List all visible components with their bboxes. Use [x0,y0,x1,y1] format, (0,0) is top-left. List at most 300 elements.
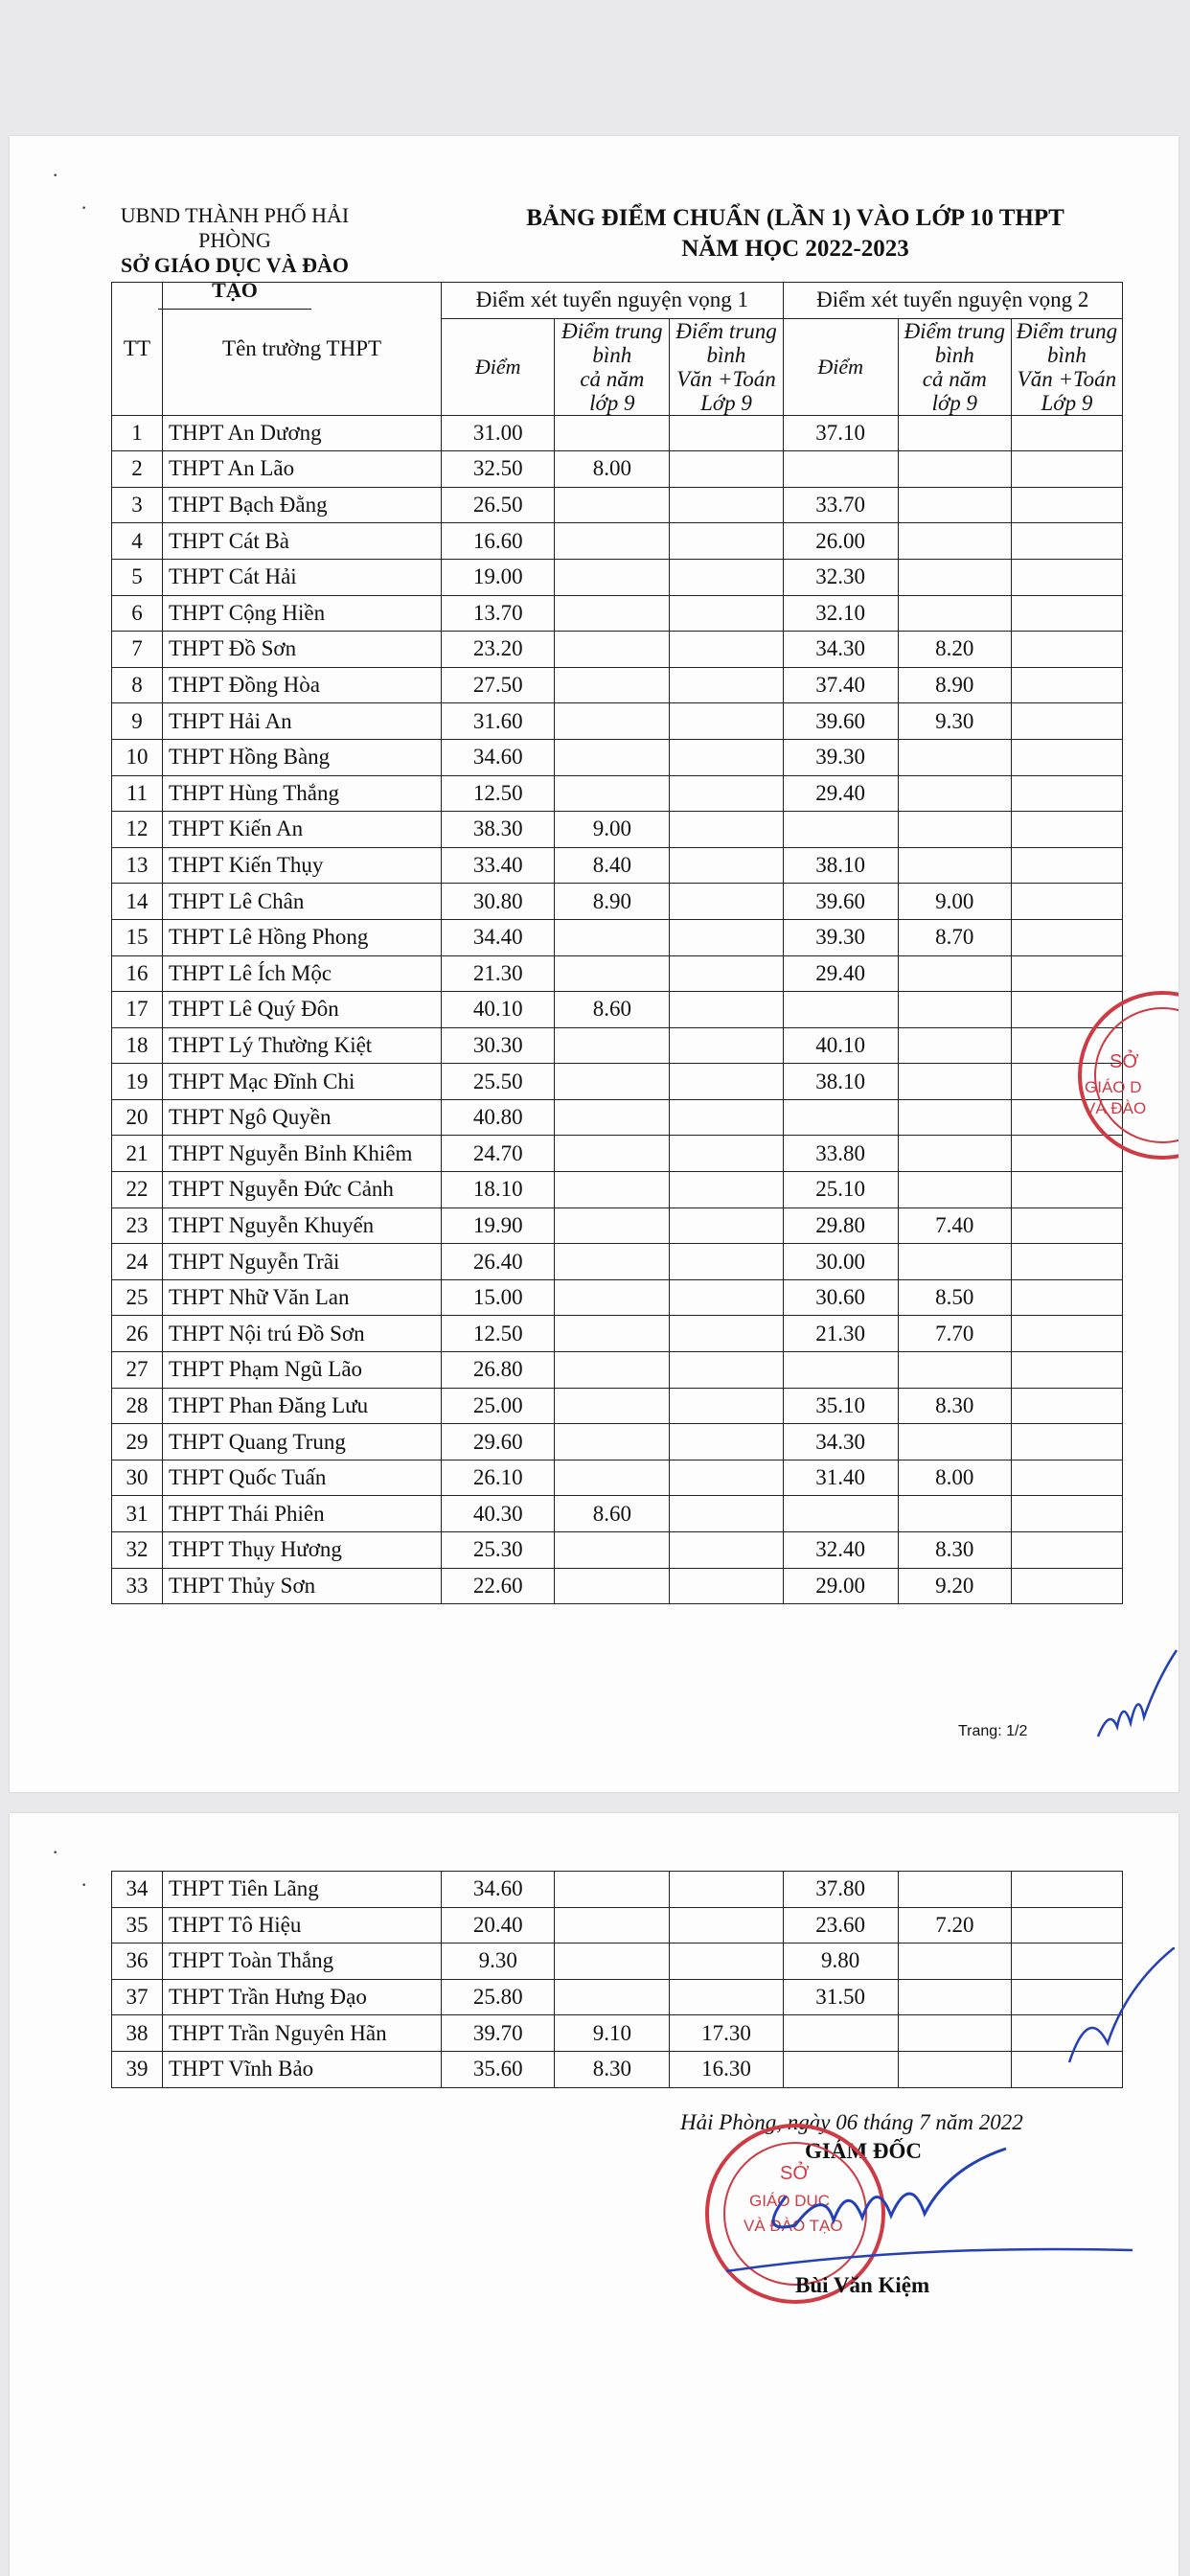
cell-tt: 6 [112,595,163,632]
cell-vt-nv2 [1011,1568,1122,1604]
cell-avg-nv1 [555,559,670,595]
cell-score-nv2: 30.00 [783,1244,898,1280]
cell-avg-nv1 [555,1388,670,1424]
cell-school: THPT Nguyễn Đức Cảnh [162,1172,441,1208]
cell-tt: 3 [112,487,163,523]
cell-avg-nv1 [555,919,670,955]
cell-avg-nv2: 8.20 [898,632,1011,668]
cell-vt-nv2 [1011,667,1122,703]
col-header-score-nv2: Điểm [783,318,898,415]
cell-avg-nv1 [555,1532,670,1569]
cell-score-nv2 [783,992,898,1028]
table-row [112,595,1123,632]
cell-school: THPT Hồng Bàng [162,739,441,775]
cell-tt: 10 [112,739,163,775]
cell-avg-nv1: 8.00 [555,451,670,488]
cell-score-nv1: 23.20 [442,632,555,668]
cell-avg-nv1 [555,703,670,740]
cell-school: THPT An Dương [162,415,441,451]
cell-avg-nv2: 8.50 [898,1279,1011,1316]
cell-score-nv2: 29.40 [783,775,898,812]
cell-score-nv2: 34.30 [783,1424,898,1460]
cell-score-nv1: 9.30 [442,1944,555,1980]
cell-school: THPT Thủy Sơn [162,1568,441,1604]
cell-score-nv1: 12.50 [442,1316,555,1352]
cell-school: THPT Thái Phiên [162,1496,441,1532]
cell-tt: 18 [112,1027,163,1064]
cell-school: THPT An Lão [162,451,441,488]
cell-tt: 32 [112,1532,163,1569]
cell-vt-nv2 [1011,812,1122,848]
signer-name: Bùi Văn Kiệm [795,2273,930,2297]
cell-avg-nv1 [555,1136,670,1172]
cell-score-nv2: 33.70 [783,487,898,523]
cell-school: THPT Tiên Lãng [162,1872,441,1908]
cell-vt-nv2 [1011,1172,1122,1208]
cell-vt-nv1 [670,703,783,740]
svg-text:SỞ: SỞ [780,2163,810,2184]
initial-mark [1081,1631,1179,1746]
cell-school: THPT Phan Đăng Lưu [162,1388,441,1424]
cell-avg-nv2: 7.40 [898,1208,1011,1244]
cell-vt-nv1 [670,1568,783,1604]
cell-avg-nv1 [555,595,670,632]
cell-tt: 23 [112,1208,163,1244]
scan-mark: · [80,1873,88,1897]
cell-avg-nv1 [555,1064,670,1100]
cell-vt-nv1 [670,1352,783,1389]
cell-avg-nv1 [555,1568,670,1604]
cell-vt-nv1 [670,1979,783,2015]
cell-avg-nv2: 8.30 [898,1532,1011,1569]
cell-avg-nv1 [555,1027,670,1064]
cell-avg-nv2 [898,1136,1011,1172]
cell-tt: 27 [112,1352,163,1389]
cell-school: THPT Nguyễn Bỉnh Khiêm [162,1136,441,1172]
cell-score-nv2 [783,1099,898,1136]
table-row [112,1244,1123,1280]
cell-score-nv2 [783,812,898,848]
cell-score-nv1: 32.50 [442,451,555,488]
cell-score-nv1: 16.60 [442,523,555,560]
cell-vt-nv2 [1011,1279,1122,1316]
table-row [112,1872,1123,1908]
table-body-continued [112,1872,1123,2088]
handwritten-signature [719,2129,1140,2283]
cell-vt-nv2 [1011,884,1122,920]
cell-tt: 39 [112,2051,163,2087]
col-header-vt-nv2: Điểm trung bình Văn +Toán Lớp 9 [1011,318,1122,415]
cell-score-nv2: 31.50 [783,1979,898,2015]
cell-score-nv1: 26.10 [442,1460,555,1496]
cell-vt-nv1 [670,1316,783,1352]
cell-avg-nv1 [555,1907,670,1944]
cell-tt: 19 [112,1064,163,1100]
cell-avg-nv1 [555,1244,670,1280]
cell-vt-nv2 [1011,1208,1122,1244]
cell-tt: 12 [112,812,163,848]
cell-vt-nv1 [670,559,783,595]
cell-avg-nv1 [555,667,670,703]
cell-score-nv1: 21.30 [442,955,555,992]
cell-score-nv2: 29.00 [783,1568,898,1604]
document-page-2 [10,1813,1179,2576]
cell-school: THPT Quang Trung [162,1424,441,1460]
cell-vt-nv2 [1011,1496,1122,1532]
table-row [112,1979,1123,2015]
cell-tt: 25 [112,1279,163,1316]
cell-avg-nv1 [555,523,670,560]
scan-mark: · [80,196,88,219]
cell-score-nv1: 38.30 [442,812,555,848]
signer-title: GIÁM ĐỐC [805,2139,923,2163]
cell-school: THPT Hải An [162,703,441,740]
cell-tt: 21 [112,1136,163,1172]
cell-avg-nv1 [555,1172,670,1208]
cell-score-nv1: 26.80 [442,1352,555,1389]
cell-vt-nv1 [670,919,783,955]
svg-text:VÀ ĐÀO TẠO: VÀ ĐÀO TẠO [744,2217,843,2235]
cell-score-nv2: 39.30 [783,919,898,955]
title-line-1: BẢNG ĐIỂM CHUẨN (LẦN 1) VÀO LỚP 10 THPT [526,205,1064,231]
issuer-line-2: SỞ GIÁO DỤC VÀ ĐÀO TẠO [121,253,349,302]
cell-vt-nv2 [1011,1244,1122,1280]
cell-vt-nv1 [670,1907,783,1944]
title-line-2: NĂM HỌC 2022-2023 [681,236,909,262]
table-row [112,559,1123,595]
table-row [112,1496,1123,1532]
cell-avg-nv2: 8.30 [898,1388,1011,1424]
cell-school: THPT Nội trú Đồ Sơn [162,1316,441,1352]
initial-mark [1060,1947,1175,2082]
cell-avg-nv1: 9.10 [555,2015,670,2052]
cell-score-nv1: 30.80 [442,884,555,920]
cell-avg-nv2: 9.00 [898,884,1011,920]
cell-vt-nv2 [1011,595,1122,632]
cell-avg-nv2 [898,1244,1011,1280]
cell-vt-nv2 [1011,1460,1122,1496]
cell-vt-nv1 [670,1944,783,1980]
table-row [112,1208,1123,1244]
cell-avg-nv2 [898,1496,1011,1532]
cell-school: THPT Quốc Tuấn [162,1460,441,1496]
cell-score-nv1: 40.80 [442,1099,555,1136]
cutoff-score-table-continued [111,1871,1123,2088]
cell-tt: 22 [112,1172,163,1208]
cell-tt: 20 [112,1099,163,1136]
cell-vt-nv1 [670,1872,783,1908]
cell-score-nv2: 30.60 [783,1279,898,1316]
cell-vt-nv2 [1011,1532,1122,1569]
cell-avg-nv2: 9.20 [898,1568,1011,1604]
cell-vt-nv1 [670,1424,783,1460]
cell-vt-nv1 [670,1532,783,1569]
table-row [112,667,1123,703]
cell-vt-nv2 [1011,1352,1122,1389]
cell-vt-nv2 [1011,1872,1122,1908]
cell-vt-nv1 [670,451,783,488]
cell-tt: 35 [112,1907,163,1944]
cell-avg-nv1 [555,1424,670,1460]
cell-vt-nv1 [670,955,783,992]
cell-avg-nv1 [555,1979,670,2015]
cell-school: THPT Nguyễn Khuyến [162,1208,441,1244]
cell-avg-nv1 [555,415,670,451]
cell-avg-nv1 [555,487,670,523]
cell-score-nv2: 40.10 [783,1027,898,1064]
cell-vt-nv1 [670,1027,783,1064]
cell-vt-nv1 [670,1388,783,1424]
cell-school: THPT Trần Nguyên Hãn [162,2015,441,2052]
scan-mark: · [52,1840,59,1864]
table-row [112,775,1123,812]
cell-score-nv2: 39.60 [783,884,898,920]
cell-score-nv1: 26.50 [442,487,555,523]
table-row [112,955,1123,992]
cell-score-nv1: 18.10 [442,1172,555,1208]
cell-score-nv2 [783,2015,898,2052]
col-header-avg-nv2: Điểm trung bình cả năm lớp 9 [898,318,1011,415]
cell-vt-nv1 [670,775,783,812]
cell-vt-nv2 [1011,632,1122,668]
cell-score-nv1: 19.00 [442,559,555,595]
cell-vt-nv1 [670,523,783,560]
cell-vt-nv1 [670,884,783,920]
cell-vt-nv2 [1011,559,1122,595]
cell-vt-nv2 [1011,847,1122,884]
cell-avg-nv2: 8.90 [898,667,1011,703]
cell-school: THPT Trần Hưng Đạo [162,1979,441,2015]
svg-text:SỞ: SỞ [1110,1051,1139,1072]
cell-school: THPT Mạc Đĩnh Chi [162,1064,441,1100]
cell-score-nv1: 13.70 [442,595,555,632]
signature-date: Hải Phòng, ngày 06 tháng 7 năm 2022 [680,2110,1023,2134]
cell-avg-nv1: 9.00 [555,812,670,848]
cell-tt: 34 [112,1872,163,1908]
cell-school: THPT Nguyễn Trãi [162,1244,441,1280]
cell-score-nv1: 31.00 [442,415,555,451]
group-header-nv2: Điểm xét tuyển nguyện vọng 2 [783,283,1122,319]
table-row [112,1064,1123,1100]
cell-vt-nv2 [1011,703,1122,740]
cell-tt: 36 [112,1944,163,1980]
cell-avg-nv2 [898,992,1011,1028]
table-row [112,739,1123,775]
cell-score-nv2: 33.80 [783,1136,898,1172]
cell-score-nv1: 39.70 [442,2015,555,2052]
cell-avg-nv1: 8.90 [555,884,670,920]
cell-score-nv2: 37.40 [783,667,898,703]
cell-avg-nv2 [898,1172,1011,1208]
table-row [112,1279,1123,1316]
cell-avg-nv2 [898,1099,1011,1136]
cell-school: THPT Cộng Hiền [162,595,441,632]
cell-score-nv2 [783,1496,898,1532]
cell-score-nv2: 21.30 [783,1316,898,1352]
cell-tt: 1 [112,415,163,451]
cell-school: THPT Lý Thường Kiệt [162,1027,441,1064]
cell-score-nv1: 26.40 [442,1244,555,1280]
cell-tt: 29 [112,1424,163,1460]
cutoff-score-table [111,282,1123,1604]
table-row [112,992,1123,1028]
cell-score-nv2: 35.10 [783,1388,898,1424]
cell-avg-nv2: 7.20 [898,1907,1011,1944]
cell-score-nv1: 22.60 [442,1568,555,1604]
cell-avg-nv1: 8.60 [555,1496,670,1532]
cell-vt-nv1 [670,1172,783,1208]
cell-avg-nv1: 8.40 [555,847,670,884]
cell-score-nv2: 29.40 [783,955,898,992]
cell-avg-nv2 [898,775,1011,812]
cell-score-nv2 [783,1352,898,1389]
cell-score-nv2: 26.00 [783,523,898,560]
cell-avg-nv2 [898,1352,1011,1389]
table-row [112,703,1123,740]
page-number: Trang: 1/2 [958,1723,1028,1739]
table-row [112,1568,1123,1604]
cell-avg-nv2: 8.00 [898,1460,1011,1496]
cell-vt-nv2 [1011,739,1122,775]
table-row [112,1460,1123,1496]
table-row [112,1944,1123,1980]
cell-tt: 4 [112,523,163,560]
cell-vt-nv1 [670,812,783,848]
svg-text:GIÁO DỤC: GIÁO DỤC [749,2192,831,2210]
cell-avg-nv2 [898,847,1011,884]
cell-school: THPT Bạch Đằng [162,487,441,523]
cell-tt: 14 [112,884,163,920]
cell-score-nv2: 29.80 [783,1208,898,1244]
cell-score-nv1: 25.30 [442,1532,555,1569]
cell-school: THPT Nhữ Văn Lan [162,1279,441,1316]
cell-tt: 37 [112,1979,163,2015]
table-row [112,487,1123,523]
cell-avg-nv1 [555,1099,670,1136]
cell-score-nv1: 34.60 [442,739,555,775]
cell-school: THPT Cát Bà [162,523,441,560]
document-page-1 [10,136,1179,1792]
cell-avg-nv1 [555,632,670,668]
cell-score-nv2: 32.10 [783,595,898,632]
cell-avg-nv1 [555,1872,670,1908]
cell-vt-nv1 [670,1136,783,1172]
cell-school: THPT Đồ Sơn [162,632,441,668]
cell-score-nv1: 12.50 [442,775,555,812]
cell-avg-nv2 [898,487,1011,523]
cell-score-nv2: 31.40 [783,1460,898,1496]
cell-vt-nv1 [670,1496,783,1532]
cell-score-nv2: 37.10 [783,415,898,451]
cell-avg-nv1 [555,1944,670,1980]
table-row [112,812,1123,848]
cell-score-nv1: 25.80 [442,1979,555,2015]
table-row [112,1099,1123,1136]
cell-vt-nv1: 16.30 [670,2051,783,2087]
table-row [112,1027,1123,1064]
cell-avg-nv1 [555,1352,670,1389]
col-header-vt-nv1: Điểm trung bình Văn +Toán Lớp 9 [670,318,783,415]
cell-vt-nv1: 17.30 [670,2015,783,2052]
table-row [112,523,1123,560]
cell-school: THPT Toàn Thắng [162,1944,441,1980]
cell-tt: 17 [112,992,163,1028]
table-row [112,847,1123,884]
cell-score-nv2 [783,451,898,488]
cell-score-nv2: 38.10 [783,1064,898,1100]
cell-avg-nv1 [555,955,670,992]
cell-vt-nv1 [670,992,783,1028]
cell-vt-nv2 [1011,451,1122,488]
cell-score-nv2: 9.80 [783,1944,898,1980]
cell-score-nv1: 31.60 [442,703,555,740]
cell-vt-nv1 [670,1244,783,1280]
cell-vt-nv1 [670,1099,783,1136]
cell-score-nv2: 37.80 [783,1872,898,1908]
col-header-avg-nv1: Điểm trung bình cả năm lớp 9 [555,318,670,415]
cell-vt-nv2 [1011,1424,1122,1460]
cell-avg-nv2 [898,2051,1011,2087]
table-row [112,1907,1123,1944]
table-row [112,451,1123,488]
cell-tt: 11 [112,775,163,812]
cell-vt-nv2 [1011,1907,1122,1944]
cell-school: THPT Thụy Hương [162,1532,441,1569]
table-row [112,1424,1123,1460]
cell-school: THPT Tô Hiệu [162,1907,441,1944]
cell-school: THPT Kiến Thụy [162,847,441,884]
cell-school: THPT Lê Chân [162,884,441,920]
cell-score-nv1: 15.00 [442,1279,555,1316]
cell-vt-nv1 [670,632,783,668]
cell-avg-nv2 [898,1424,1011,1460]
cell-score-nv2: 32.30 [783,559,898,595]
cell-vt-nv1 [670,1208,783,1244]
cell-score-nv1: 33.40 [442,847,555,884]
cell-score-nv1: 40.30 [442,1496,555,1532]
cell-vt-nv2 [1011,775,1122,812]
cell-school: THPT Lê Hồng Phong [162,919,441,955]
cell-school: THPT Hùng Thắng [162,775,441,812]
cell-school: THPT Lê Ích Mộc [162,955,441,992]
cell-tt: 26 [112,1316,163,1352]
cell-vt-nv1 [670,415,783,451]
cell-school: THPT Ngô Quyền [162,1099,441,1136]
cell-avg-nv1: 8.30 [555,2051,670,2087]
scan-mark: · [52,163,59,187]
cell-tt: 28 [112,1388,163,1424]
cell-vt-nv2 [1011,1388,1122,1424]
issuer-line-1: UBND THÀNH PHỐ HẢI PHÒNG [120,203,350,252]
cell-school: THPT Đồng Hòa [162,667,441,703]
cell-tt: 16 [112,955,163,992]
cell-score-nv1: 25.50 [442,1064,555,1100]
cell-vt-nv1 [670,1064,783,1100]
cell-school: THPT Phạm Ngũ Lão [162,1352,441,1389]
cell-avg-nv2: 9.30 [898,703,1011,740]
table-row [112,1316,1123,1352]
cell-avg-nv1 [555,775,670,812]
svg-text:GIÁO D: GIÁO D [1085,1078,1142,1096]
cell-avg-nv1 [555,1208,670,1244]
cell-score-nv2: 34.30 [783,632,898,668]
svg-text:VÀ ĐÀO: VÀ ĐÀO [1085,1099,1147,1117]
cell-vt-nv1 [670,595,783,632]
cell-score-nv2: 39.30 [783,739,898,775]
cell-school: THPT Lê Quý Đôn [162,992,441,1028]
cell-vt-nv1 [670,1460,783,1496]
col-header-score-nv1: Điểm [442,318,555,415]
